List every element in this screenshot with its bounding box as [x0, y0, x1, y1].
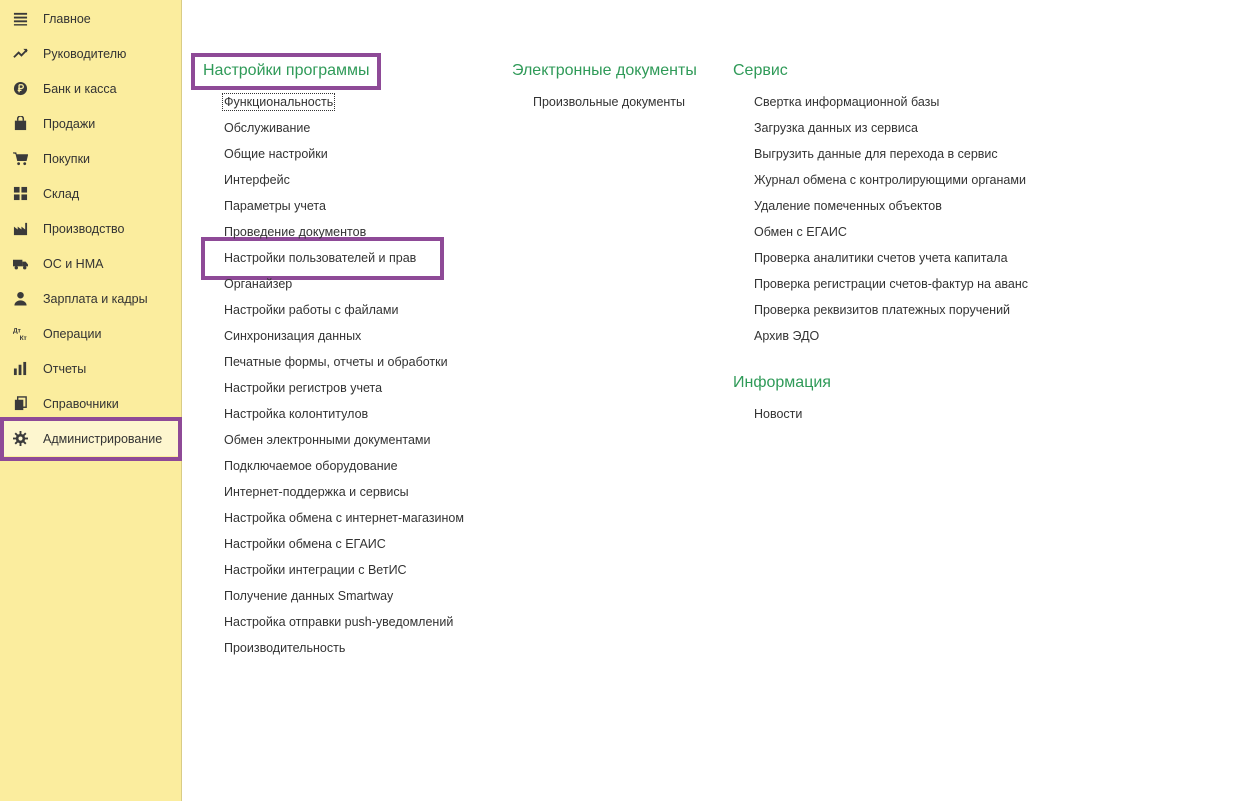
link-interface[interactable]: Интерфейс	[224, 173, 290, 187]
link-connected-equipment[interactable]: Подключаемое оборудование	[224, 459, 398, 473]
sidebar-item-label: Покупки	[43, 152, 91, 166]
link-registers-settings[interactable]: Настройки регистров учета	[224, 381, 383, 395]
sidebar-item-manager[interactable]	[0, 36, 182, 71]
link-maintenance[interactable]: Обслуживание	[224, 121, 311, 135]
truck-icon	[12, 255, 29, 272]
section-title-program-settings: Настройки программы	[203, 62, 370, 79]
link-smartway-data[interactable]: Получение данных Smartway	[224, 589, 394, 603]
sidebar-item-sales[interactable]	[0, 106, 182, 141]
cart-icon	[12, 150, 29, 167]
sidebar-item-label: Главное	[43, 12, 91, 26]
link-vetis-integration[interactable]: Настройки интеграции с ВетИС	[224, 563, 407, 577]
dt-kt-icon	[12, 325, 29, 342]
link-accounting-params[interactable]: Параметры учета	[224, 199, 326, 213]
menu-lines-icon	[12, 10, 29, 27]
link-export-for-service[interactable]: Выгрузить данные для перехода в сервис	[754, 147, 998, 161]
sidebar-item-main[interactable]	[0, 1, 182, 36]
person-icon	[12, 290, 29, 307]
gear-icon	[12, 430, 29, 447]
trend-up-icon	[12, 45, 29, 62]
link-user-rights-settings[interactable]: Настройки пользователей и прав	[224, 251, 417, 265]
section-title-info: Информация	[733, 374, 831, 391]
bar-chart-icon	[12, 360, 29, 377]
sidebar-item-label: Отчеты	[43, 362, 87, 376]
link-internet-support[interactable]: Интернет-поддержка и сервисы	[224, 485, 409, 499]
link-document-posting[interactable]: Проведение документов	[224, 225, 367, 239]
link-data-sync[interactable]: Синхронизация данных	[224, 329, 362, 343]
link-arbitrary-documents[interactable]: Произвольные документы	[533, 95, 686, 109]
link-performance[interactable]: Производительность	[224, 641, 346, 655]
sidebar-item-operations[interactable]	[0, 316, 182, 351]
link-db-rollup[interactable]: Свертка информационной базы	[754, 95, 940, 109]
link-push-notifications[interactable]: Настройка отправки push-уведомлений	[224, 615, 454, 629]
link-file-settings[interactable]: Настройки работы с файлами	[224, 303, 399, 317]
link-egais-exchange[interactable]: Обмен с ЕГАИС	[754, 225, 847, 239]
sidebar-item-label: Руководителю	[43, 47, 127, 61]
link-news[interactable]: Новости	[754, 407, 803, 421]
sidebar-item-reports[interactable]	[0, 351, 182, 386]
books-icon	[12, 395, 29, 412]
shopping-bag-icon	[12, 115, 29, 132]
ruble-coin-icon	[12, 80, 29, 97]
warehouse-grid-icon	[12, 185, 29, 202]
link-delete-marked[interactable]: Удаление помеченных объектов	[754, 199, 942, 213]
factory-icon	[12, 220, 29, 237]
link-advance-invoices-check[interactable]: Проверка регистрации счетов-фактур на аванс	[754, 277, 1029, 291]
sidebar-item-label: Продажи	[43, 117, 96, 131]
sidebar-item-label: Производство	[43, 222, 125, 236]
sidebar-item-warehouse[interactable]	[0, 176, 182, 211]
link-capital-accounts-check[interactable]: Проверка аналитики счетов учета капитала	[754, 251, 1008, 265]
link-load-from-service[interactable]: Загрузка данных из сервиса	[754, 121, 918, 135]
link-edoc-exchange[interactable]: Обмен электронными документами	[224, 433, 431, 447]
sidebar-item-label: Справочники	[43, 397, 119, 411]
sidebar-item-administration[interactable]	[0, 421, 182, 456]
sidebar-item-label: Зарплата и кадры	[43, 292, 148, 306]
section-title-electronic-docs: Электронные документы	[512, 62, 697, 79]
link-payment-orders-check[interactable]: Проверка реквизитов платежных поручений	[754, 303, 1011, 317]
link-print-forms[interactable]: Печатные формы, отчеты и обработки	[224, 355, 448, 369]
section-title-service: Сервис	[733, 62, 788, 79]
sidebar-item-label: ОС и НМА	[43, 257, 104, 271]
link-functionality[interactable]: Функциональность	[224, 95, 334, 109]
link-edo-archive[interactable]: Архив ЭДО	[754, 329, 820, 343]
sidebar-item-label: Администрирование	[43, 432, 163, 446]
sidebar-item-references[interactable]	[0, 386, 182, 421]
sidebar-item-label: Операции	[43, 327, 102, 341]
sidebar-item-label: Банк и касса	[43, 82, 117, 96]
sidebar-item-purchases[interactable]	[0, 141, 182, 176]
sidebar	[0, 0, 182, 801]
link-regulator-exchange-log[interactable]: Журнал обмена с контролирующими органами	[754, 173, 1026, 187]
link-eshop-exchange[interactable]: Настройка обмена с интернет-магазином	[224, 511, 464, 525]
sidebar-item-production[interactable]	[0, 211, 182, 246]
link-general-settings[interactable]: Общие настройки	[224, 147, 328, 161]
sidebar-item-bank[interactable]	[0, 71, 182, 106]
svg-text:Кт: Кт	[19, 335, 27, 341]
sidebar-item-label: Склад	[43, 187, 80, 201]
link-organizer[interactable]: Органайзер	[224, 277, 293, 291]
link-egais-exchange-settings[interactable]: Настройки обмена с ЕГАИС	[224, 537, 386, 551]
link-headers-footers[interactable]: Настройка колонтитулов	[224, 407, 369, 421]
sidebar-item-salary[interactable]	[0, 281, 182, 316]
svg-text:Дт: Дт	[13, 327, 21, 335]
sidebar-item-assets[interactable]	[0, 246, 182, 281]
